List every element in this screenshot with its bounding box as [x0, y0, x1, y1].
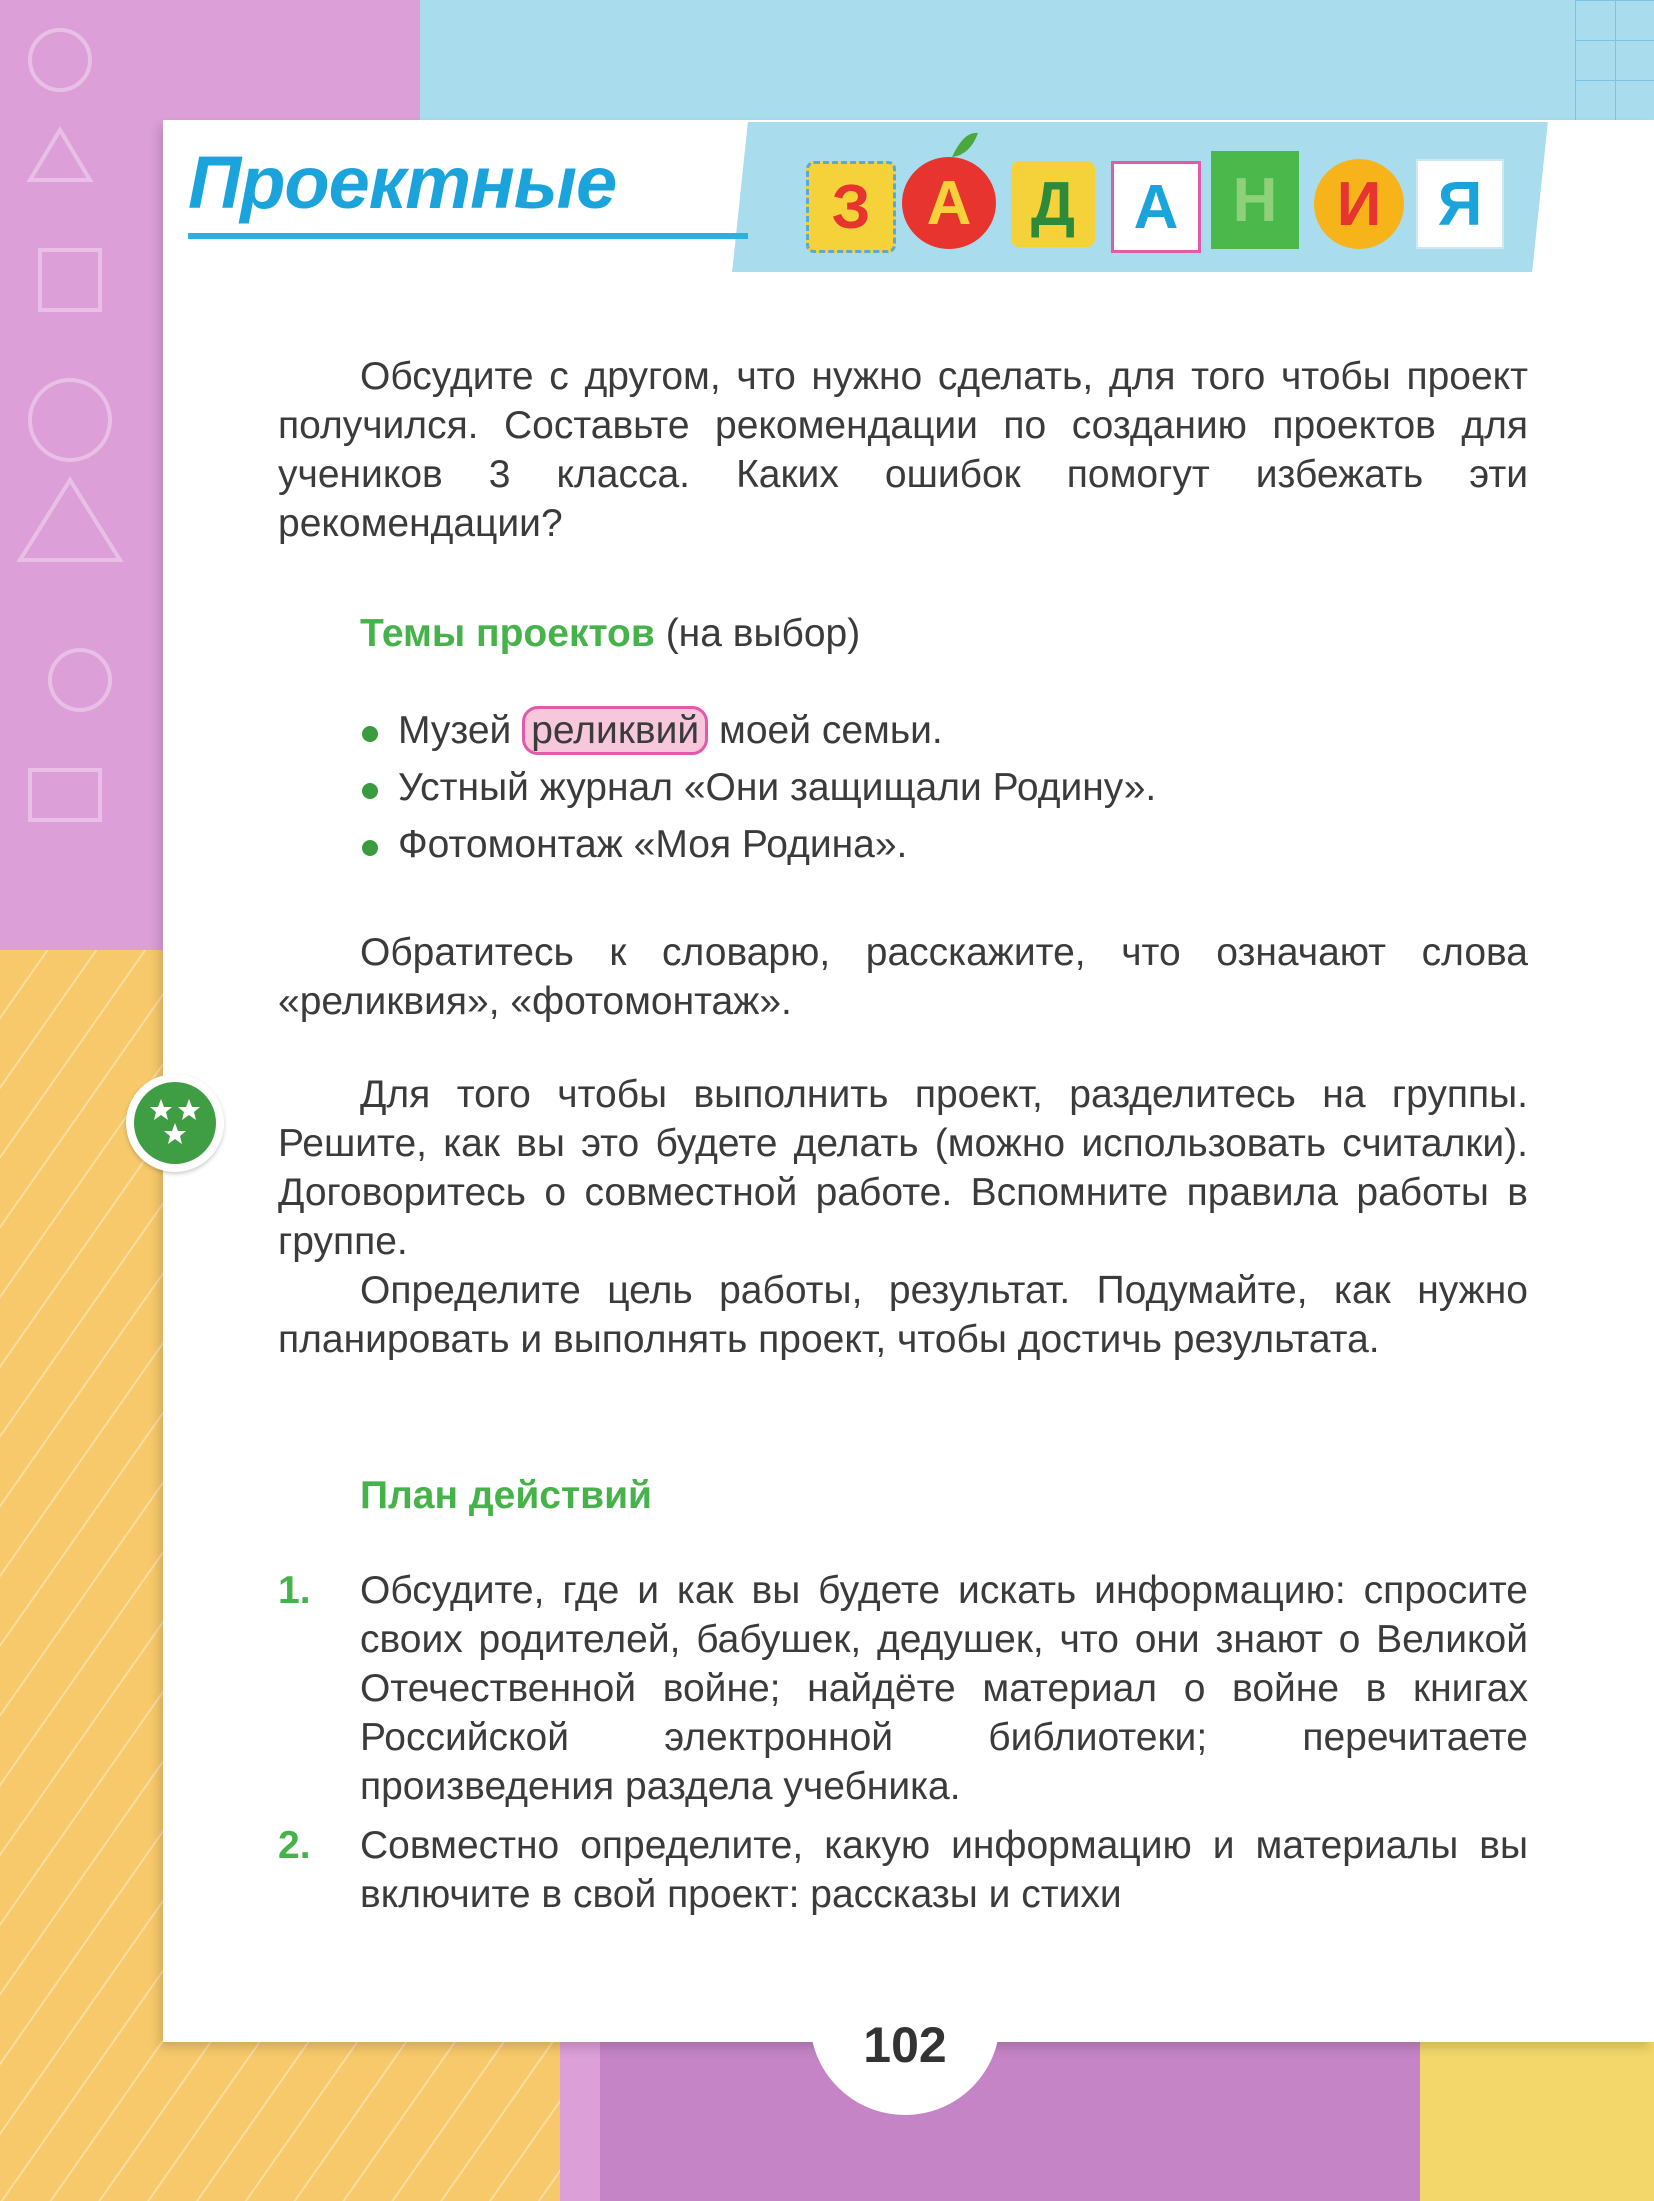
- step-number: 2.: [278, 1824, 311, 1867]
- page-number: 102: [863, 2017, 947, 2073]
- topic-first-pre: Музей: [398, 709, 512, 752]
- groups-block: [278, 1070, 1528, 1364]
- group-work-badge: [126, 1074, 224, 1172]
- highlighted-word: реликвий: [522, 706, 708, 755]
- tile-letter: Я: [1418, 161, 1502, 247]
- groups-paragraph: Для того чтобы выполнить проект, разделитесь на группы. Решите, как вы это будете делать (можно использовать считалки). Договоритесь о совместной работе. Вспомните правила работы в группе.: [278, 1073, 1528, 1263]
- tile-letter: И: [1314, 159, 1404, 249]
- background-yellow-right: [1420, 2040, 1654, 2201]
- list-item: [278, 1821, 1528, 1919]
- goal-paragraph: Определите цель работы, результат. Подумайте, как нужно планировать и выполнять проект, чтобы достичь результата.: [278, 1269, 1528, 1361]
- background-grid: [1575, 0, 1654, 140]
- tile-letter: А: [1111, 161, 1201, 253]
- page-title: Проектные: [188, 141, 617, 224]
- star-group-icon: [145, 1095, 205, 1151]
- apple-icon: [944, 127, 984, 167]
- step-number: 1.: [278, 1569, 311, 1612]
- step-text: Совместно определите, какую информацию и материалы вы включите в свой проект: рассказы и стихи: [360, 1824, 1528, 1916]
- list-item: [278, 1566, 1528, 1811]
- tile-letter: Д: [1011, 161, 1095, 247]
- topics-heading-text: Темы проектов: [360, 612, 655, 655]
- tile-letter: З: [806, 161, 896, 253]
- tile-letter: Н: [1211, 151, 1299, 249]
- intro-block: [278, 352, 1528, 548]
- topic-first-post: моей семьи.: [719, 709, 943, 752]
- plan-list: [278, 1566, 1528, 1929]
- step-text: Обсудите, где и как вы будете искать информацию: спросите своих родителей, бабушек, дедушек, что они знают о Великой Отечественной войне; найдёте материал о войне в книгах Российской электронной библиотеки; перечитаете произведения раздела учебника.: [360, 1569, 1528, 1808]
- title-tiles: [806, 145, 1526, 260]
- intro-paragraph: Обсудите с другом, что нужно сделать, для того чтобы проект получился. Составьте рекомендации по созданию проектов для учеников 3 класса. Каких ошибок помогут избежать эти рекомендации?: [278, 355, 1528, 545]
- dictionary-paragraph: Обратитесь к словарю, расскажите, что означают слова «реликвия», «фотомонтаж».: [278, 931, 1528, 1023]
- topics-heading-tail: (на выбор): [665, 612, 861, 655]
- list-item: Фотомонтаж «Моя Родина».: [360, 816, 1156, 873]
- topics-heading: [360, 612, 860, 656]
- dictionary-block: [278, 928, 1528, 1026]
- list-item: [360, 702, 1156, 759]
- plan-heading: План действий: [360, 1474, 653, 1517]
- title-underline: [188, 233, 748, 239]
- tile-letter: А: [902, 157, 996, 249]
- list-item: Устный журнал «Они защищали Родину».: [360, 759, 1156, 816]
- topics-list: [360, 702, 1156, 873]
- decorative-shapes: [0, 0, 170, 950]
